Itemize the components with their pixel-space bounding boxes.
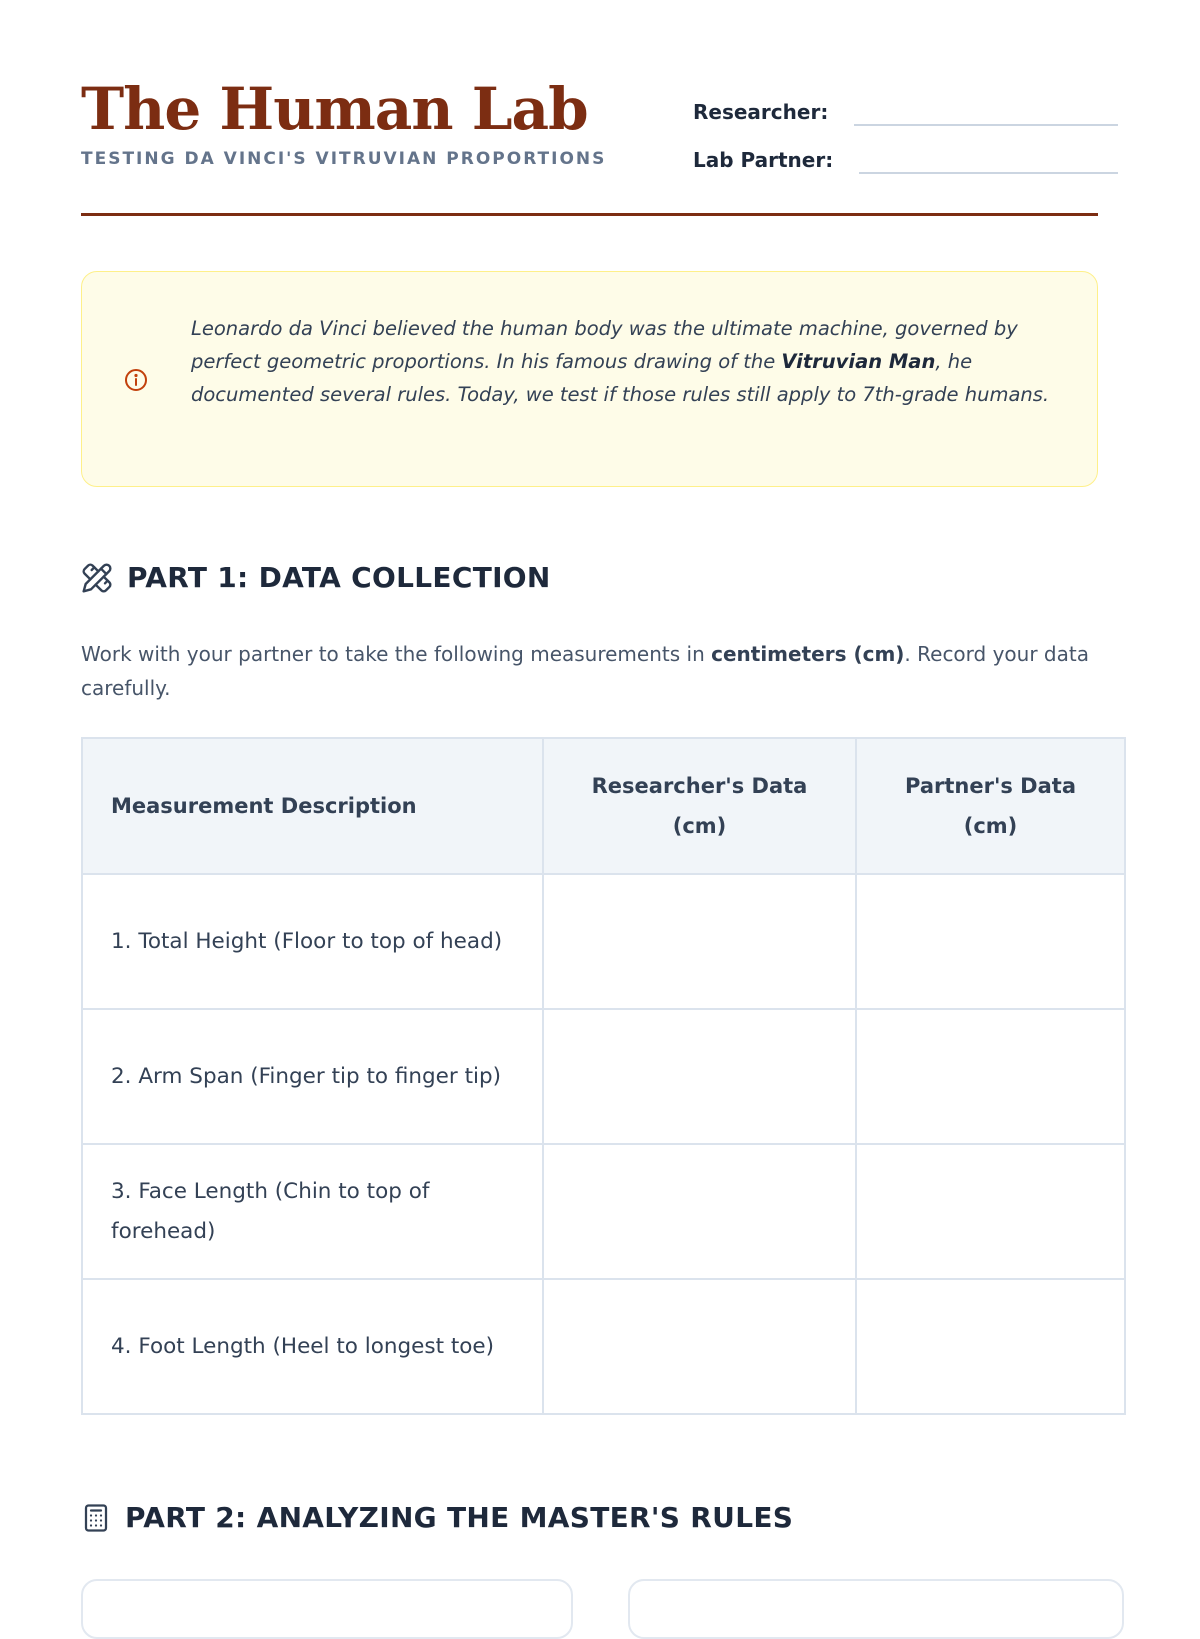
partner-data-cell[interactable] <box>856 874 1125 1009</box>
info-box <box>81 271 1098 487</box>
researcher-data-cell[interactable] <box>543 874 856 1009</box>
rule-card <box>81 1579 573 1639</box>
page-title: The Human Lab <box>81 75 588 143</box>
part1-intro-part-2: . Record your data carefully. <box>81 642 1089 700</box>
measurement-label: 4. Foot Length (Heel to longest toe) <box>82 1279 543 1414</box>
researcher-field <box>693 78 1118 126</box>
researcher-label: Researcher: <box>693 100 829 124</box>
researcher-input-line[interactable] <box>854 96 1118 126</box>
lab-partner-field <box>693 126 1118 174</box>
column-header-partner: Partner's Data (cm) <box>856 738 1125 874</box>
info-text-bold: Vitruvian Man <box>781 350 936 373</box>
partner-data-cell[interactable] <box>856 1279 1125 1414</box>
table-row <box>82 1144 1125 1279</box>
partner-data-cell[interactable] <box>856 1009 1125 1144</box>
lab-partner-label: Lab Partner: <box>693 148 834 172</box>
worksheet-header <box>81 0 1098 216</box>
measurement-label: 3. Face Length (Chin to top of forehead) <box>82 1144 543 1279</box>
lab-partner-input-line[interactable] <box>859 144 1118 174</box>
part2-cards <box>81 1579 1124 1639</box>
info-text-part-2: , he documented several rules. Today, we test if those rules still apply to 7th-grade humans. <box>191 350 1050 406</box>
part1-intro-bold: centimeters (cm) <box>711 642 905 666</box>
table-row <box>82 1279 1125 1414</box>
info-circle-icon <box>124 368 148 392</box>
researcher-data-cell[interactable] <box>543 1009 856 1144</box>
part1-intro-part-1: Work with your partner to take the following measurements in <box>81 642 712 666</box>
partner-data-cell[interactable] <box>856 1144 1125 1279</box>
info-text-part-1: Leonardo da Vinci believed the human body was the ultimate machine, governed by perfect geometric proportions. In his famous drawing of the <box>191 317 1018 373</box>
part2-title: PART 2: ANALYZING THE MASTER'S RULES <box>125 1501 794 1534</box>
part2-heading <box>81 1501 1098 1534</box>
part1-title: PART 1: DATA COLLECTION <box>127 561 551 594</box>
name-fields <box>693 78 1118 174</box>
column-header-researcher: Researcher's Data (cm) <box>543 738 856 874</box>
measurement-label: 2. Arm Span (Finger tip to finger tip) <box>82 1009 543 1144</box>
pencil-ruler-icon <box>81 562 113 594</box>
measurement-table <box>81 737 1126 1415</box>
table-header-row <box>82 738 1125 874</box>
researcher-data-cell[interactable] <box>543 1279 856 1414</box>
table-row <box>82 1009 1125 1144</box>
researcher-data-cell[interactable] <box>543 1144 856 1279</box>
rule-card <box>628 1579 1124 1639</box>
column-header-description: Measurement Description <box>82 738 543 874</box>
info-text <box>191 312 1057 411</box>
part1-heading <box>81 561 1098 594</box>
calculator-icon <box>81 1502 111 1534</box>
part1-intro <box>81 637 1098 705</box>
page-subtitle: TESTING DA VINCI'S VITRUVIAN PROPORTIONS <box>81 149 607 169</box>
measurement-label: 1. Total Height (Floor to top of head) <box>82 874 543 1009</box>
table-row <box>82 874 1125 1009</box>
